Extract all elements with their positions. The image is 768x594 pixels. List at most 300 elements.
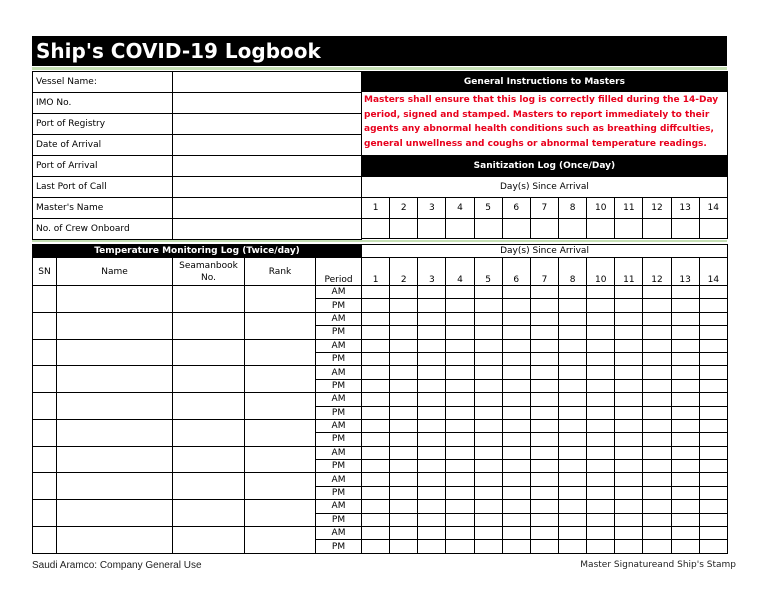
temperature-reading-cell[interactable]: [446, 326, 474, 339]
sanitization-day-cell[interactable]: [587, 219, 615, 239]
temperature-reading-cell[interactable]: [418, 379, 446, 392]
temperature-reading-cell[interactable]: [587, 393, 615, 406]
crew-rank-cell[interactable]: [245, 527, 316, 554]
temperature-reading-cell[interactable]: [587, 513, 615, 526]
temperature-reading-cell[interactable]: [587, 486, 615, 499]
temperature-reading-cell[interactable]: [418, 352, 446, 365]
temperature-reading-cell[interactable]: [446, 419, 474, 432]
temperature-reading-cell[interactable]: [615, 473, 643, 486]
temperature-reading-cell[interactable]: [559, 326, 587, 339]
sanitization-day-cell[interactable]: [502, 219, 530, 239]
crew-name-cell[interactable]: [57, 419, 173, 446]
temperature-reading-cell[interactable]: [559, 513, 587, 526]
temperature-reading-cell[interactable]: [643, 406, 671, 419]
temperature-reading-cell[interactable]: [615, 540, 643, 553]
temperature-reading-cell[interactable]: [699, 352, 727, 365]
temperature-reading-cell[interactable]: [474, 419, 502, 432]
sanitization-day-cell[interactable]: [418, 219, 446, 239]
crew-name-cell[interactable]: [57, 473, 173, 500]
temperature-reading-cell[interactable]: [474, 299, 502, 312]
temperature-reading-cell[interactable]: [699, 299, 727, 312]
vessel-field-value[interactable]: [173, 135, 362, 156]
temperature-reading-cell[interactable]: [671, 500, 699, 513]
temperature-reading-cell[interactable]: [474, 540, 502, 553]
temperature-reading-cell[interactable]: [559, 527, 587, 540]
temperature-reading-cell[interactable]: [643, 393, 671, 406]
temperature-reading-cell[interactable]: [418, 433, 446, 446]
sanitization-day-cell[interactable]: [390, 219, 418, 239]
temperature-reading-cell[interactable]: [418, 460, 446, 473]
temperature-reading-cell[interactable]: [390, 500, 418, 513]
vessel-field-value[interactable]: [173, 93, 362, 114]
temperature-reading-cell[interactable]: [587, 527, 615, 540]
temperature-reading-cell[interactable]: [390, 473, 418, 486]
temperature-reading-cell[interactable]: [530, 286, 558, 299]
temperature-reading-cell[interactable]: [446, 446, 474, 459]
temperature-reading-cell[interactable]: [446, 379, 474, 392]
temperature-reading-cell[interactable]: [390, 379, 418, 392]
temperature-reading-cell[interactable]: [502, 326, 530, 339]
temperature-reading-cell[interactable]: [671, 486, 699, 499]
temperature-reading-cell[interactable]: [671, 460, 699, 473]
temperature-reading-cell[interactable]: [615, 379, 643, 392]
temperature-reading-cell[interactable]: [671, 352, 699, 365]
temperature-reading-cell[interactable]: [418, 312, 446, 325]
temperature-reading-cell[interactable]: [502, 419, 530, 432]
temperature-reading-cell[interactable]: [390, 299, 418, 312]
temperature-reading-cell[interactable]: [446, 393, 474, 406]
temperature-reading-cell[interactable]: [362, 486, 390, 499]
temperature-reading-cell[interactable]: [587, 460, 615, 473]
temperature-reading-cell[interactable]: [615, 406, 643, 419]
temperature-reading-cell[interactable]: [418, 286, 446, 299]
crew-seamanbook-cell[interactable]: [173, 286, 245, 313]
temperature-reading-cell[interactable]: [643, 286, 671, 299]
temperature-reading-cell[interactable]: [390, 433, 418, 446]
temperature-reading-cell[interactable]: [699, 286, 727, 299]
temperature-reading-cell[interactable]: [671, 366, 699, 379]
temperature-reading-cell[interactable]: [362, 527, 390, 540]
temperature-reading-cell[interactable]: [615, 312, 643, 325]
temperature-reading-cell[interactable]: [446, 527, 474, 540]
crew-seamanbook-cell[interactable]: [173, 446, 245, 473]
temperature-reading-cell[interactable]: [643, 299, 671, 312]
temperature-reading-cell[interactable]: [559, 286, 587, 299]
crew-sn-cell[interactable]: [33, 366, 57, 393]
crew-rank-cell[interactable]: [245, 366, 316, 393]
temperature-reading-cell[interactable]: [671, 326, 699, 339]
temperature-reading-cell[interactable]: [643, 312, 671, 325]
temperature-reading-cell[interactable]: [699, 513, 727, 526]
crew-seamanbook-cell[interactable]: [173, 500, 245, 527]
temperature-reading-cell[interactable]: [390, 527, 418, 540]
temperature-reading-cell[interactable]: [615, 326, 643, 339]
temperature-reading-cell[interactable]: [530, 379, 558, 392]
sanitization-day-cell[interactable]: [530, 219, 558, 239]
temperature-reading-cell[interactable]: [418, 527, 446, 540]
temperature-reading-cell[interactable]: [530, 500, 558, 513]
temperature-reading-cell[interactable]: [615, 446, 643, 459]
temperature-reading-cell[interactable]: [474, 486, 502, 499]
temperature-reading-cell[interactable]: [615, 513, 643, 526]
temperature-reading-cell[interactable]: [502, 446, 530, 459]
temperature-reading-cell[interactable]: [671, 299, 699, 312]
crew-name-cell[interactable]: [57, 286, 173, 313]
temperature-reading-cell[interactable]: [362, 540, 390, 553]
crew-name-cell[interactable]: [57, 527, 173, 554]
crew-rank-cell[interactable]: [245, 339, 316, 366]
temperature-reading-cell[interactable]: [699, 326, 727, 339]
sanitization-day-cell[interactable]: [446, 219, 474, 239]
temperature-reading-cell[interactable]: [587, 446, 615, 459]
temperature-reading-cell[interactable]: [446, 352, 474, 365]
temperature-reading-cell[interactable]: [530, 527, 558, 540]
sanitization-day-cell[interactable]: [362, 219, 390, 239]
sanitization-day-cell[interactable]: [699, 219, 727, 239]
crew-seamanbook-cell[interactable]: [173, 312, 245, 339]
temperature-reading-cell[interactable]: [530, 326, 558, 339]
temperature-reading-cell[interactable]: [587, 352, 615, 365]
temperature-reading-cell[interactable]: [671, 513, 699, 526]
temperature-reading-cell[interactable]: [699, 527, 727, 540]
temperature-reading-cell[interactable]: [390, 540, 418, 553]
temperature-reading-cell[interactable]: [362, 326, 390, 339]
crew-seamanbook-cell[interactable]: [173, 473, 245, 500]
temperature-reading-cell[interactable]: [530, 473, 558, 486]
temperature-reading-cell[interactable]: [587, 419, 615, 432]
temperature-reading-cell[interactable]: [699, 379, 727, 392]
temperature-reading-cell[interactable]: [362, 419, 390, 432]
temperature-reading-cell[interactable]: [446, 299, 474, 312]
temperature-reading-cell[interactable]: [502, 473, 530, 486]
temperature-reading-cell[interactable]: [362, 446, 390, 459]
temperature-reading-cell[interactable]: [474, 286, 502, 299]
temperature-reading-cell[interactable]: [446, 486, 474, 499]
temperature-reading-cell[interactable]: [699, 366, 727, 379]
temperature-reading-cell[interactable]: [362, 286, 390, 299]
temperature-reading-cell[interactable]: [502, 352, 530, 365]
crew-sn-cell[interactable]: [33, 312, 57, 339]
temperature-reading-cell[interactable]: [362, 433, 390, 446]
temperature-reading-cell[interactable]: [671, 286, 699, 299]
temperature-reading-cell[interactable]: [671, 540, 699, 553]
temperature-reading-cell[interactable]: [615, 527, 643, 540]
temperature-reading-cell[interactable]: [643, 366, 671, 379]
temperature-reading-cell[interactable]: [418, 326, 446, 339]
crew-rank-cell[interactable]: [245, 446, 316, 473]
crew-sn-cell[interactable]: [33, 419, 57, 446]
temperature-reading-cell[interactable]: [474, 500, 502, 513]
temperature-reading-cell[interactable]: [615, 460, 643, 473]
temperature-reading-cell[interactable]: [474, 352, 502, 365]
crew-seamanbook-cell[interactable]: [173, 527, 245, 554]
temperature-reading-cell[interactable]: [418, 473, 446, 486]
sanitization-day-cell[interactable]: [615, 219, 643, 239]
crew-rank-cell[interactable]: [245, 286, 316, 313]
crew-sn-cell[interactable]: [33, 286, 57, 313]
temperature-reading-cell[interactable]: [671, 339, 699, 352]
temperature-reading-cell[interactable]: [446, 540, 474, 553]
temperature-reading-cell[interactable]: [699, 460, 727, 473]
temperature-reading-cell[interactable]: [502, 379, 530, 392]
temperature-reading-cell[interactable]: [502, 540, 530, 553]
temperature-reading-cell[interactable]: [418, 419, 446, 432]
temperature-reading-cell[interactable]: [643, 486, 671, 499]
temperature-reading-cell[interactable]: [362, 513, 390, 526]
temperature-reading-cell[interactable]: [671, 527, 699, 540]
temperature-reading-cell[interactable]: [530, 299, 558, 312]
temperature-reading-cell[interactable]: [530, 352, 558, 365]
temperature-reading-cell[interactable]: [362, 366, 390, 379]
crew-name-cell[interactable]: [57, 446, 173, 473]
temperature-reading-cell[interactable]: [699, 540, 727, 553]
temperature-reading-cell[interactable]: [587, 500, 615, 513]
temperature-reading-cell[interactable]: [699, 473, 727, 486]
crew-name-cell[interactable]: [57, 366, 173, 393]
vessel-field-value[interactable]: [173, 177, 362, 198]
temperature-reading-cell[interactable]: [587, 326, 615, 339]
temperature-reading-cell[interactable]: [615, 486, 643, 499]
temperature-reading-cell[interactable]: [671, 312, 699, 325]
temperature-reading-cell[interactable]: [699, 433, 727, 446]
temperature-reading-cell[interactable]: [559, 540, 587, 553]
temperature-reading-cell[interactable]: [474, 446, 502, 459]
temperature-reading-cell[interactable]: [474, 312, 502, 325]
temperature-reading-cell[interactable]: [474, 339, 502, 352]
temperature-reading-cell[interactable]: [587, 299, 615, 312]
temperature-reading-cell[interactable]: [418, 339, 446, 352]
crew-seamanbook-cell[interactable]: [173, 339, 245, 366]
temperature-reading-cell[interactable]: [362, 352, 390, 365]
temperature-reading-cell[interactable]: [390, 366, 418, 379]
temperature-reading-cell[interactable]: [418, 500, 446, 513]
temperature-reading-cell[interactable]: [390, 312, 418, 325]
vessel-field-value[interactable]: [173, 219, 362, 240]
temperature-reading-cell[interactable]: [418, 406, 446, 419]
temperature-reading-cell[interactable]: [699, 406, 727, 419]
temperature-reading-cell[interactable]: [643, 352, 671, 365]
temperature-reading-cell[interactable]: [502, 299, 530, 312]
temperature-reading-cell[interactable]: [671, 379, 699, 392]
temperature-reading-cell[interactable]: [474, 379, 502, 392]
temperature-reading-cell[interactable]: [502, 500, 530, 513]
temperature-reading-cell[interactable]: [530, 446, 558, 459]
temperature-reading-cell[interactable]: [559, 419, 587, 432]
temperature-reading-cell[interactable]: [530, 486, 558, 499]
temperature-reading-cell[interactable]: [446, 312, 474, 325]
temperature-reading-cell[interactable]: [530, 393, 558, 406]
temperature-reading-cell[interactable]: [559, 500, 587, 513]
temperature-reading-cell[interactable]: [615, 433, 643, 446]
temperature-reading-cell[interactable]: [615, 500, 643, 513]
temperature-reading-cell[interactable]: [474, 473, 502, 486]
crew-name-cell[interactable]: [57, 312, 173, 339]
temperature-reading-cell[interactable]: [418, 366, 446, 379]
temperature-reading-cell[interactable]: [446, 286, 474, 299]
temperature-reading-cell[interactable]: [643, 500, 671, 513]
temperature-reading-cell[interactable]: [502, 312, 530, 325]
crew-name-cell[interactable]: [57, 500, 173, 527]
temperature-reading-cell[interactable]: [446, 513, 474, 526]
temperature-reading-cell[interactable]: [502, 527, 530, 540]
temperature-reading-cell[interactable]: [587, 312, 615, 325]
temperature-reading-cell[interactable]: [615, 286, 643, 299]
temperature-reading-cell[interactable]: [530, 419, 558, 432]
crew-seamanbook-cell[interactable]: [173, 393, 245, 420]
temperature-reading-cell[interactable]: [671, 433, 699, 446]
sanitization-day-cell[interactable]: [474, 219, 502, 239]
temperature-reading-cell[interactable]: [502, 513, 530, 526]
temperature-reading-cell[interactable]: [362, 379, 390, 392]
temperature-reading-cell[interactable]: [587, 366, 615, 379]
temperature-reading-cell[interactable]: [699, 500, 727, 513]
temperature-reading-cell[interactable]: [446, 433, 474, 446]
temperature-reading-cell[interactable]: [699, 486, 727, 499]
temperature-reading-cell[interactable]: [446, 460, 474, 473]
temperature-reading-cell[interactable]: [559, 379, 587, 392]
temperature-reading-cell[interactable]: [559, 486, 587, 499]
temperature-reading-cell[interactable]: [643, 446, 671, 459]
temperature-reading-cell[interactable]: [615, 299, 643, 312]
temperature-reading-cell[interactable]: [587, 286, 615, 299]
temperature-reading-cell[interactable]: [418, 446, 446, 459]
temperature-reading-cell[interactable]: [362, 339, 390, 352]
crew-sn-cell[interactable]: [33, 500, 57, 527]
temperature-reading-cell[interactable]: [559, 460, 587, 473]
temperature-reading-cell[interactable]: [446, 339, 474, 352]
temperature-reading-cell[interactable]: [699, 393, 727, 406]
temperature-reading-cell[interactable]: [699, 312, 727, 325]
temperature-reading-cell[interactable]: [362, 393, 390, 406]
vessel-field-value[interactable]: [173, 156, 362, 177]
temperature-reading-cell[interactable]: [390, 419, 418, 432]
temperature-reading-cell[interactable]: [559, 473, 587, 486]
temperature-reading-cell[interactable]: [530, 312, 558, 325]
temperature-reading-cell[interactable]: [643, 540, 671, 553]
temperature-reading-cell[interactable]: [615, 339, 643, 352]
temperature-reading-cell[interactable]: [390, 326, 418, 339]
temperature-reading-cell[interactable]: [587, 473, 615, 486]
crew-name-cell[interactable]: [57, 339, 173, 366]
temperature-reading-cell[interactable]: [390, 393, 418, 406]
temperature-reading-cell[interactable]: [530, 406, 558, 419]
temperature-reading-cell[interactable]: [474, 433, 502, 446]
temperature-reading-cell[interactable]: [390, 406, 418, 419]
temperature-reading-cell[interactable]: [699, 339, 727, 352]
temperature-reading-cell[interactable]: [615, 393, 643, 406]
temperature-reading-cell[interactable]: [390, 486, 418, 499]
temperature-reading-cell[interactable]: [418, 540, 446, 553]
temperature-reading-cell[interactable]: [559, 312, 587, 325]
temperature-reading-cell[interactable]: [643, 379, 671, 392]
temperature-reading-cell[interactable]: [502, 286, 530, 299]
temperature-reading-cell[interactable]: [502, 339, 530, 352]
temperature-reading-cell[interactable]: [390, 352, 418, 365]
crew-sn-cell[interactable]: [33, 473, 57, 500]
temperature-reading-cell[interactable]: [615, 352, 643, 365]
temperature-reading-cell[interactable]: [643, 339, 671, 352]
temperature-reading-cell[interactable]: [699, 446, 727, 459]
temperature-reading-cell[interactable]: [587, 379, 615, 392]
temperature-reading-cell[interactable]: [530, 540, 558, 553]
crew-sn-cell[interactable]: [33, 527, 57, 554]
temperature-reading-cell[interactable]: [390, 446, 418, 459]
temperature-reading-cell[interactable]: [362, 460, 390, 473]
temperature-reading-cell[interactable]: [502, 433, 530, 446]
sanitization-day-cell[interactable]: [558, 219, 586, 239]
temperature-reading-cell[interactable]: [502, 460, 530, 473]
temperature-reading-cell[interactable]: [362, 473, 390, 486]
temperature-reading-cell[interactable]: [671, 406, 699, 419]
temperature-reading-cell[interactable]: [474, 513, 502, 526]
temperature-reading-cell[interactable]: [587, 433, 615, 446]
temperature-reading-cell[interactable]: [530, 513, 558, 526]
crew-seamanbook-cell[interactable]: [173, 366, 245, 393]
temperature-reading-cell[interactable]: [671, 419, 699, 432]
temperature-reading-cell[interactable]: [474, 406, 502, 419]
temperature-reading-cell[interactable]: [530, 339, 558, 352]
temperature-reading-cell[interactable]: [446, 500, 474, 513]
temperature-reading-cell[interactable]: [559, 433, 587, 446]
temperature-reading-cell[interactable]: [559, 393, 587, 406]
crew-rank-cell[interactable]: [245, 393, 316, 420]
temperature-reading-cell[interactable]: [587, 339, 615, 352]
temperature-reading-cell[interactable]: [418, 299, 446, 312]
temperature-reading-cell[interactable]: [418, 486, 446, 499]
temperature-reading-cell[interactable]: [530, 433, 558, 446]
temperature-reading-cell[interactable]: [390, 460, 418, 473]
temperature-reading-cell[interactable]: [643, 513, 671, 526]
temperature-reading-cell[interactable]: [559, 406, 587, 419]
temperature-reading-cell[interactable]: [587, 406, 615, 419]
temperature-reading-cell[interactable]: [418, 393, 446, 406]
temperature-reading-cell[interactable]: [643, 433, 671, 446]
temperature-reading-cell[interactable]: [671, 446, 699, 459]
temperature-reading-cell[interactable]: [559, 366, 587, 379]
temperature-reading-cell[interactable]: [362, 406, 390, 419]
temperature-reading-cell[interactable]: [446, 406, 474, 419]
temperature-reading-cell[interactable]: [530, 366, 558, 379]
crew-rank-cell[interactable]: [245, 500, 316, 527]
temperature-reading-cell[interactable]: [474, 326, 502, 339]
temperature-reading-cell[interactable]: [699, 419, 727, 432]
temperature-reading-cell[interactable]: [559, 446, 587, 459]
crew-sn-cell[interactable]: [33, 446, 57, 473]
temperature-reading-cell[interactable]: [643, 473, 671, 486]
temperature-reading-cell[interactable]: [390, 286, 418, 299]
temperature-reading-cell[interactable]: [474, 527, 502, 540]
temperature-reading-cell[interactable]: [671, 473, 699, 486]
temperature-reading-cell[interactable]: [474, 393, 502, 406]
temperature-reading-cell[interactable]: [390, 339, 418, 352]
temperature-reading-cell[interactable]: [671, 393, 699, 406]
temperature-reading-cell[interactable]: [559, 339, 587, 352]
temperature-reading-cell[interactable]: [559, 352, 587, 365]
crew-rank-cell[interactable]: [245, 419, 316, 446]
temperature-reading-cell[interactable]: [502, 393, 530, 406]
temperature-reading-cell[interactable]: [559, 299, 587, 312]
temperature-reading-cell[interactable]: [502, 486, 530, 499]
temperature-reading-cell[interactable]: [474, 460, 502, 473]
temperature-reading-cell[interactable]: [390, 513, 418, 526]
temperature-reading-cell[interactable]: [362, 500, 390, 513]
temperature-reading-cell[interactable]: [474, 366, 502, 379]
crew-sn-cell[interactable]: [33, 339, 57, 366]
temperature-reading-cell[interactable]: [530, 460, 558, 473]
temperature-reading-cell[interactable]: [446, 366, 474, 379]
sanitization-day-cell[interactable]: [643, 219, 671, 239]
temperature-reading-cell[interactable]: [502, 406, 530, 419]
